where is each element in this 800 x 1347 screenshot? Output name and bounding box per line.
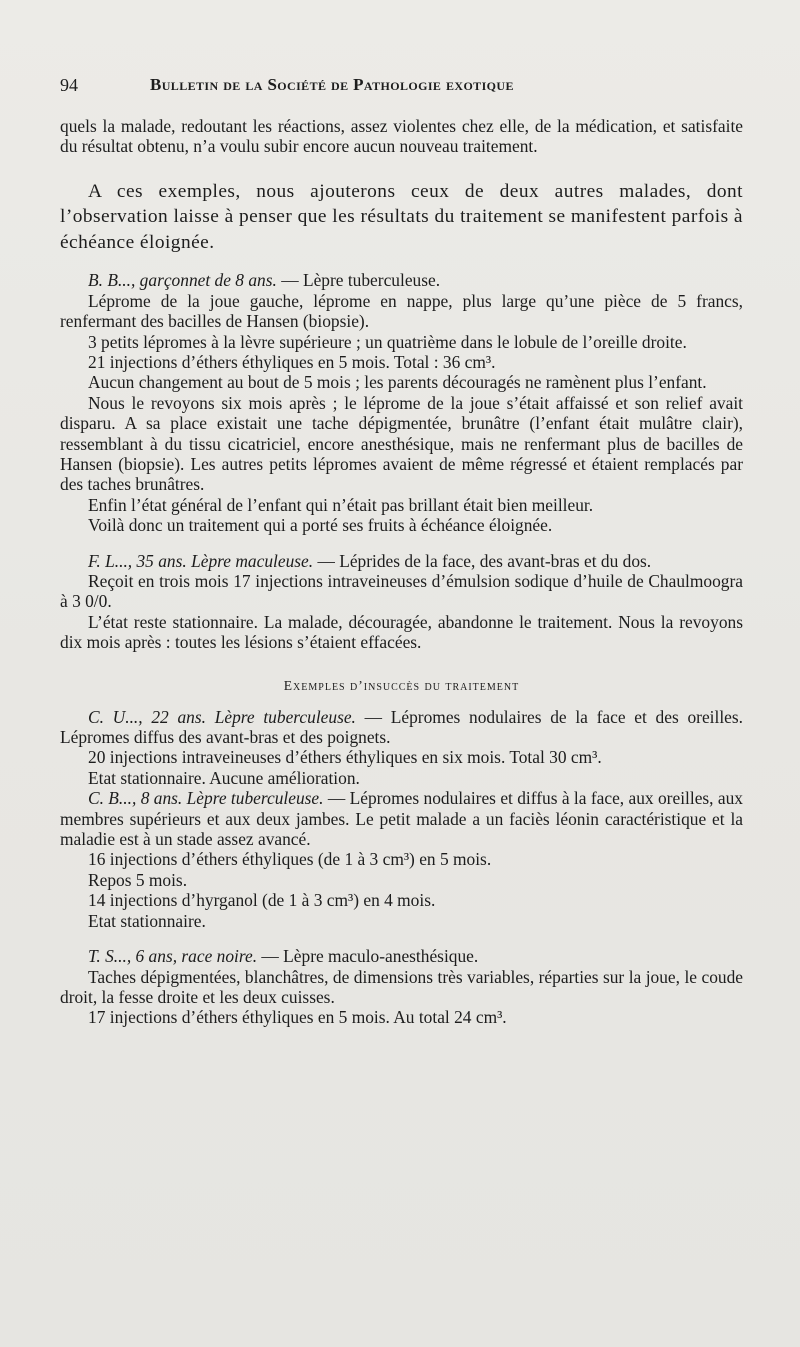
case-title-fl: — Léprides de la face, des avant-bras et du dos. — [313, 550, 652, 571]
case-title-bb: — Lèpre tuberculeuse. — [276, 270, 441, 291]
case-line: Nous le revoyons six mois après ; le léprome de la joue s’était affaissé et son relief avait disparu. A sa place existait une tache dépigmentée, brunâtre (l’enfant était mulâtre clair), ressemblant à du tissu cicatriciel, encore anesthésique, mais ne renfermant plus de bacilles de Hansen (biopsie). Les autres petits lépromes avaient de même régressé et étaient remplacés par des taches brunâtres. — [60, 392, 743, 495]
case-line: 17 injections d’éthers éthyliques en 5 mois. Au total 24 cm³. — [88, 1007, 507, 1028]
case-line: Etat stationnaire. Aucune amélioration. — [88, 767, 360, 788]
page-number: 94 — [60, 75, 78, 95]
case-line: Voilà donc un traitement qui a porté ses fruits à échéance éloignée. — [88, 515, 553, 536]
case-line: 16 injections d’éthers éthyliques (de 1 à 3 cm³) en 5 mois. — [88, 849, 492, 870]
case-id-bb: B. B..., garçonnet de 8 ans. — [88, 270, 277, 291]
case-line: 20 injections intraveineuses d’éthers éthyliques en six mois. Total 30 cm³. — [88, 747, 602, 768]
case-id-cb: C. B..., 8 ans. Lèpre tuberculeuse. — [88, 788, 324, 809]
case-line: 14 injections d’hyrganol (de 1 à 3 cm³) en 4 mois. — [88, 890, 436, 911]
case-line: L’état reste stationnaire. La malade, découragée, abandonne le traitement. Nous la revoyons dix mois après : toutes les lésions s’étaient effacées. — [60, 611, 743, 653]
case-line: Repos 5 mois. — [88, 869, 188, 890]
case-line: Aucun changement au bout de 5 mois ; les parents découragés ne ramènent plus l’enfant. — [88, 372, 707, 393]
journal-title: Bulletin de la Société de Pathologie exotique — [150, 75, 514, 94]
case-line: Léprome de la joue gauche, léprome en nappe, plus large qu’une pièce de 5 francs, renfermant des bacilles de Hansen (biopsie). — [60, 290, 743, 332]
case-line: 21 injections d’éthers éthyliques en 5 mois. Total : 36 cm³. — [88, 351, 496, 372]
running-head — [60, 72, 740, 98]
case-line: Etat stationnaire. — [88, 910, 206, 931]
case-line: Taches dépigmentées, blanchâtres, de dimensions très variables, réparties sur la joue, le coude droit, la fesse droite et les deux cuisses. — [60, 966, 743, 1007]
body-text — [60, 116, 743, 1028]
case-id-ts: T. S..., 6 ans, race noire. — [88, 946, 258, 967]
case-title-cb: — Lépromes nodulaires et diffus à la face, aux oreilles, aux membres supérieurs et aux deux jambes. Le petit malade a un faciès léonin caractéristique et la maladie est à un stade assez avancé. — [60, 788, 743, 850]
case-id-fl: F. L..., 35 ans. Lèpre maculeuse. — [88, 550, 314, 571]
case-header-cu — [60, 707, 743, 748]
case-header-bb — [60, 270, 743, 290]
case-header-ts — [60, 946, 743, 966]
case-id-cu: C. U..., 22 ans. Lèpre tuberculeuse. — [88, 706, 356, 727]
case-header-fl — [60, 551, 743, 571]
paragraph-continued: quels la malade, redoutant les réactions, assez violentes chez elle, de la médication, et satisfaite du résultat obtenu, n’a voulu subir encore aucun nouveau traitement. — [60, 116, 743, 157]
case-title-ts: — Lèpre maculo-anesthésique. — [257, 946, 479, 967]
section-heading: Exemples d’insuccès du traitement — [283, 677, 520, 693]
case-line: Reçoit en trois mois 17 injections intraveineuses d’émulsion sodique d’huile de Chaulmoogra à 3 0/0. — [60, 571, 743, 612]
case-title-cu: — Lépromes nodulaires de la face et des oreilles. Lépromes diffus des avant-bras et des poignets. — [60, 706, 744, 748]
case-line: 3 petits lépromes à la lèvre supérieure ; un quatrième dans le lobule de l’oreille droite. — [88, 331, 687, 352]
case-header-cb — [60, 788, 743, 849]
paragraph-intro: A ces exemples, nous ajouterons ceux de deux autres malades, dont l’observation laisse à penser que les résultats du traitement se manifestent parfois à échéance éloignée. — [60, 180, 743, 253]
case-line: Enfin l’état général de l’enfant qui n’était pas brillant était bien meilleur. — [88, 494, 594, 515]
